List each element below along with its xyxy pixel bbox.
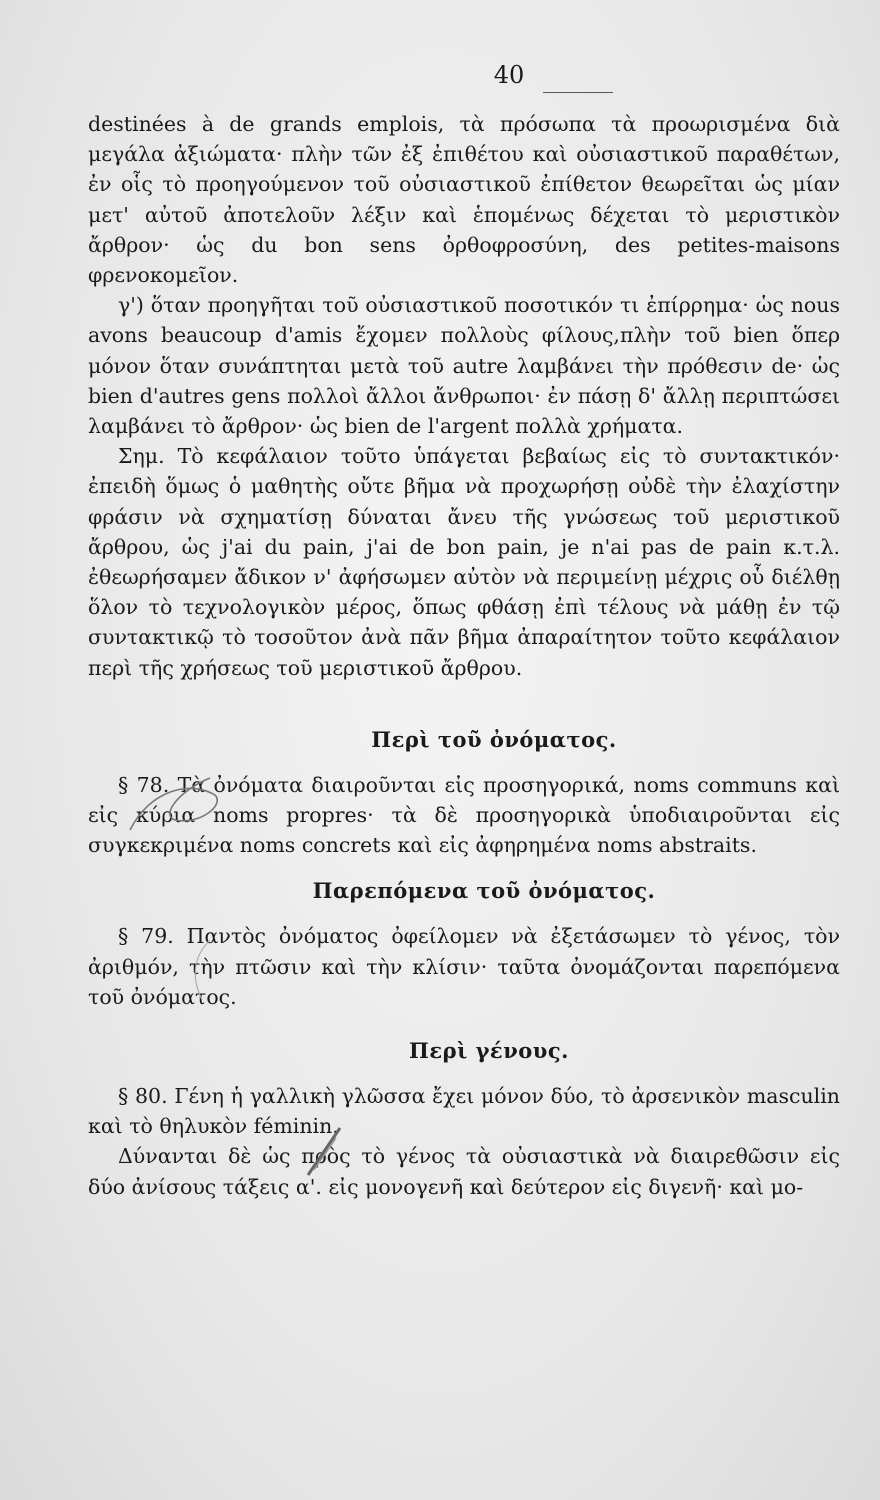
paragraph-gamma: γ') ὅταν προηγῆται τοῦ οὐσιαστικοῦ ποσοτικόν τι ἐπίρρημα· ὡς nous avons beaucoup d'amis ἔχομεν πολλοὺς φίλους,πλὴν τοῦ bien ὅπερ μόνον ὅταν συνάπτηται μετὰ τοῦ autre λαμβάνει τὴν πρόθεσιν de· ὡς bien d'autres gens πολλοὶ ἄλλοι ἄνθρωποι· ἐν πάσῃ δ' ἄλλῃ περιπτώσει λαμβάνει τὸ ἄρθρον· ὡς bien de l'argent πολλὰ χρήματα. [88,293,840,439]
paragraph-80: § 80. Γένη ἡ γαλλικὴ γλῶσσα ἔχει μόνον δύο, τὸ ἀρσενικὸν masculin καὶ τὸ θηλυκὸν féminin. [88,1084,840,1139]
paragraph-79: § 79. Παντὸς ὀνόματος ὀφείλομεν νὰ ἐξετάσωμεν τὸ γένος, τὸν ἀριθμόν, τὴν πτῶσιν καὶ τὴν κλίσιν· ταῦτα ὀνομάζονται παρεπόμενα τοῦ ὀνόματος. [88,924,840,1009]
paragraph-gender-classes: Δύνανται δὲ ὡς πρὸς τὸ γένος τὰ οὐσιαστικὰ νὰ διαιρεθῶσιν εἰς δύο ἀνίσους τάξεις α'. εἰς μονογενῆ καὶ δεύτερον εἰς διγενῆ· καὶ μο- [88,1144,840,1199]
section-heading-gender: Περὶ γένους. [409,1038,569,1064]
paragraph-continuation: destinées à de grands emplois, τὰ πρόσωπα τὰ προωρισμένα διὰ μεγάλα ἀξιώματα· πλὴν τῶν ἐξ ἐπιθέτου καὶ οὐσιαστικοῦ παραθέτων, ἐν οἷς τὸ προηγούμενον τοῦ οὐσιαστικοῦ ἐπίθετον θεωρεῖται ὡς μίαν μετ' αὐτοῦ ἀποτελοῦν λέξιν καὶ ἑπομένως δέχεται τὸ μεριστικὸν ἄρθρον· ὡς du bon sens ὀρθοφροσύνη, des petites-maisons φρενοκομεῖον. [88,112,840,288]
paragraph-78: § 78. Τὰ ὀνόματα διαιροῦνται εἰς προσηγορικά, noms communs καὶ εἰς κύρια noms propres· τὰ δὲ προσηγορικὰ ὑποδιαιροῦνται εἰς συγκεκριμένα noms concrets καὶ εἰς ἀφηρημένα noms abstraits. [88,772,840,858]
page-number-rule [543,92,613,93]
page-number: 40 [493,61,525,89]
section-heading-noun: Περὶ τοῦ ὀνόματος. [371,726,617,752]
section-heading-accidents: Παρεπόμενα τοῦ ὀνόματος. [312,878,656,904]
paragraph-note: Σημ. Τὸ κεφάλαιον τοῦτο ὑπάγεται βεβαίως εἰς τὸ συντακτικόν· ἐπειδὴ ὅμως ὁ μαθητὴς οὔτε βῆμα νὰ προχωρήσῃ οὐδὲ τὴν ἐλαχίστην φράσιν νὰ σχηματίσῃ δύναται ἄνευ τῆς γνώσεως τοῦ μεριστικοῦ ἄρθρου, ὡς j'ai du pain, j'ai de bon pain, je n'ai pas de pain κ.τ.λ. ἐθεωρήσαμεν ἄδικον ν' ἀφήσωμεν αὐτὸν νὰ περιμείνῃ μέχρις οὗ διέλθῃ ὅλον τὸ τεχνολογικὸν μέρος, ὅπως φθάσῃ ἐπὶ τέλους νὰ μάθῃ ἐν τῷ συντακτικῷ τὸ τοσοῦτον ἀνὰ πᾶν βῆμα ἀπαραίτητον τοῦτο κεφάλαιον περὶ τῆς χρήσεως τοῦ μεριστικοῦ ἄρθρου. [88,444,840,680]
